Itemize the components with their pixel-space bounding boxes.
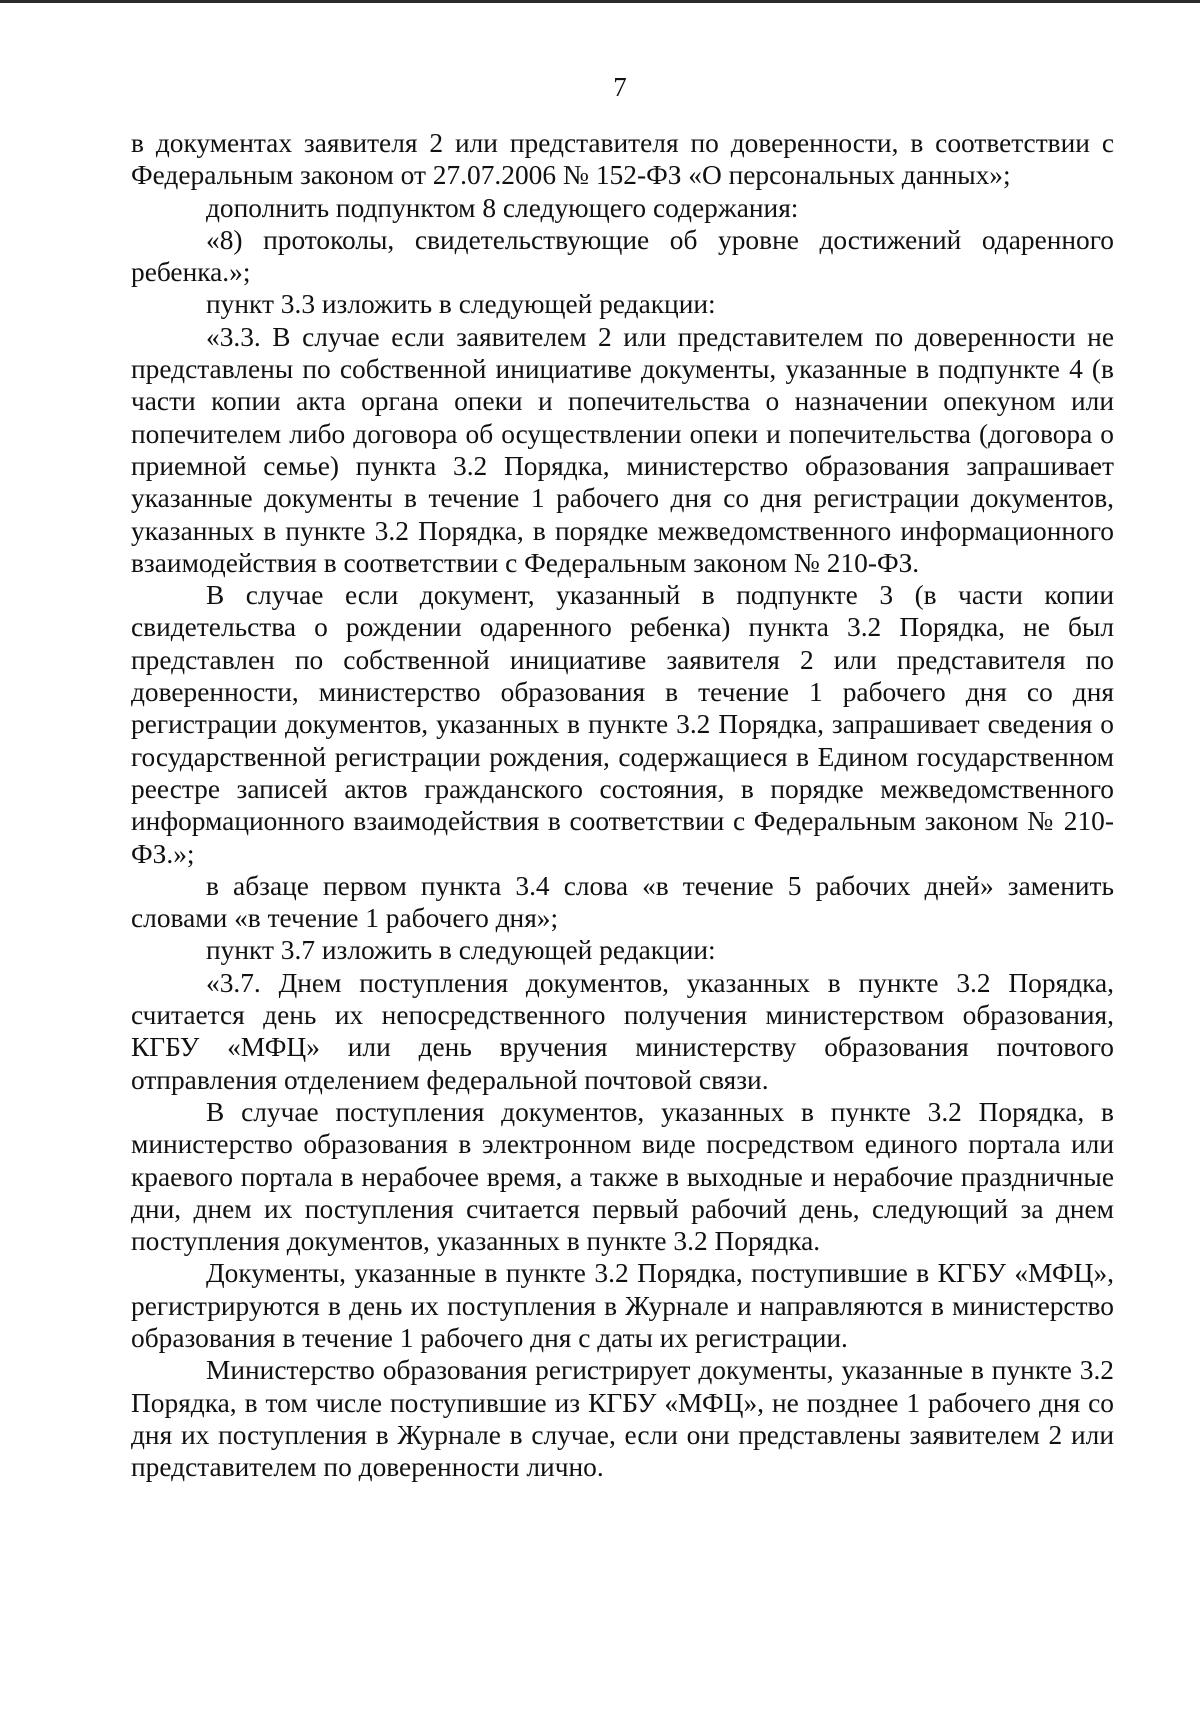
paragraph: дополнить подпунктом 8 следующего содержания: bbox=[206, 192, 799, 223]
document-body bbox=[131, 127, 1114, 1483]
paragraph: Министерство образования регистрирует документы, указанные в пункте 3.2 Порядка, в том числе поступившие из КГБУ «МФЦ», не позднее 1 рабочего дня со дня их поступления в Журнале в случае, если они представлены заявителем 2 или представителем по доверенности лично. bbox=[131, 1355, 1114, 1483]
paragraph: Документы, указанные в пункте 3.2 Порядка, поступившие в КГБУ «МФЦ», регистрируются в день их поступления в Журнале и направляются в министерство образования в течение 1 рабочего дня с даты их регистрации. bbox=[131, 1258, 1114, 1353]
paragraph: «3.3. В случае если заявителем 2 или представителем по доверенности не представлены по собственной инициативе документы, указанные в подпункте 4 (в части копии акта органа опеки и попечительства о назначении опекуном или попечителем либо договора об осуществлении опеки и попечительства (договора о приемной семье) пункта 3.2 Порядка, министерство образования запрашивает указанные документы в течение 1 рабочего дня со дня регистрации документов, указанных в пункте 3.2 Порядка, в порядке межведомственного информационного взаимодействия в соответствии с Федеральным законом № 210-ФЗ. bbox=[131, 321, 1114, 578]
paragraph: В случае если документ, указанный в подпункте 3 (в части копии свидетельства о рождении одаренного ребенка) пункта 3.2 Порядка, не был представлен по собственной инициативе заявителя 2 или представителя по доверенности, министерство образования в течение 1 рабочего дня со дня регистрации документов, указанных в пункте 3.2 Порядка, запрашивает сведения о государственной регистрации рождения, содержащиеся в Едином государственном реестре записей актов гражданского состояния, в порядке межведомственного информационного взаимодействия в соответствии с Федеральным законом № 210-ФЗ.»; bbox=[131, 580, 1114, 869]
page-number: 7 bbox=[613, 72, 627, 102]
paragraph: «8) протоколы, свидетельствующие об уровне достижений одаренного ребенка.»; bbox=[131, 224, 1114, 288]
paragraph: пункт 3.3 изложить в следующей редакции: bbox=[206, 289, 716, 320]
paragraph: в документах заявителя 2 или представителя по доверенности, в соответствии с Федеральным законом от 27.07.2006 № 152-ФЗ «О персональных данных»; bbox=[131, 128, 1114, 191]
scan-top-edge bbox=[0, 0, 1200, 3]
paragraph: В случае поступления документов, указанных в пункте 3.2 Порядка, в министерство образования в электронном виде посредством единого портала или краевого портала в нерабочее время, а также в выходные и нерабочие праздничные дни, днем их поступления считается первый рабочий день, следующий за днем поступления документов, указанных в пункте 3.2 Порядка. bbox=[131, 1096, 1114, 1257]
paragraph: пункт 3.7 изложить в следующей редакции: bbox=[206, 935, 716, 966]
paragraph: в абзаце первом пункта 3.4 слова «в течение 5 рабочих дней» заменить словами «в течение 1 рабочего дня»; bbox=[131, 870, 1114, 934]
paragraph: «3.7. Днем поступления документов, указанных в пункте 3.2 Порядка, считается день их непосредственного получения министерством образования, КГБУ «МФЦ» или день вручения министерству образования почтового отправления отделением федеральной почтовой связи. bbox=[131, 967, 1114, 1095]
